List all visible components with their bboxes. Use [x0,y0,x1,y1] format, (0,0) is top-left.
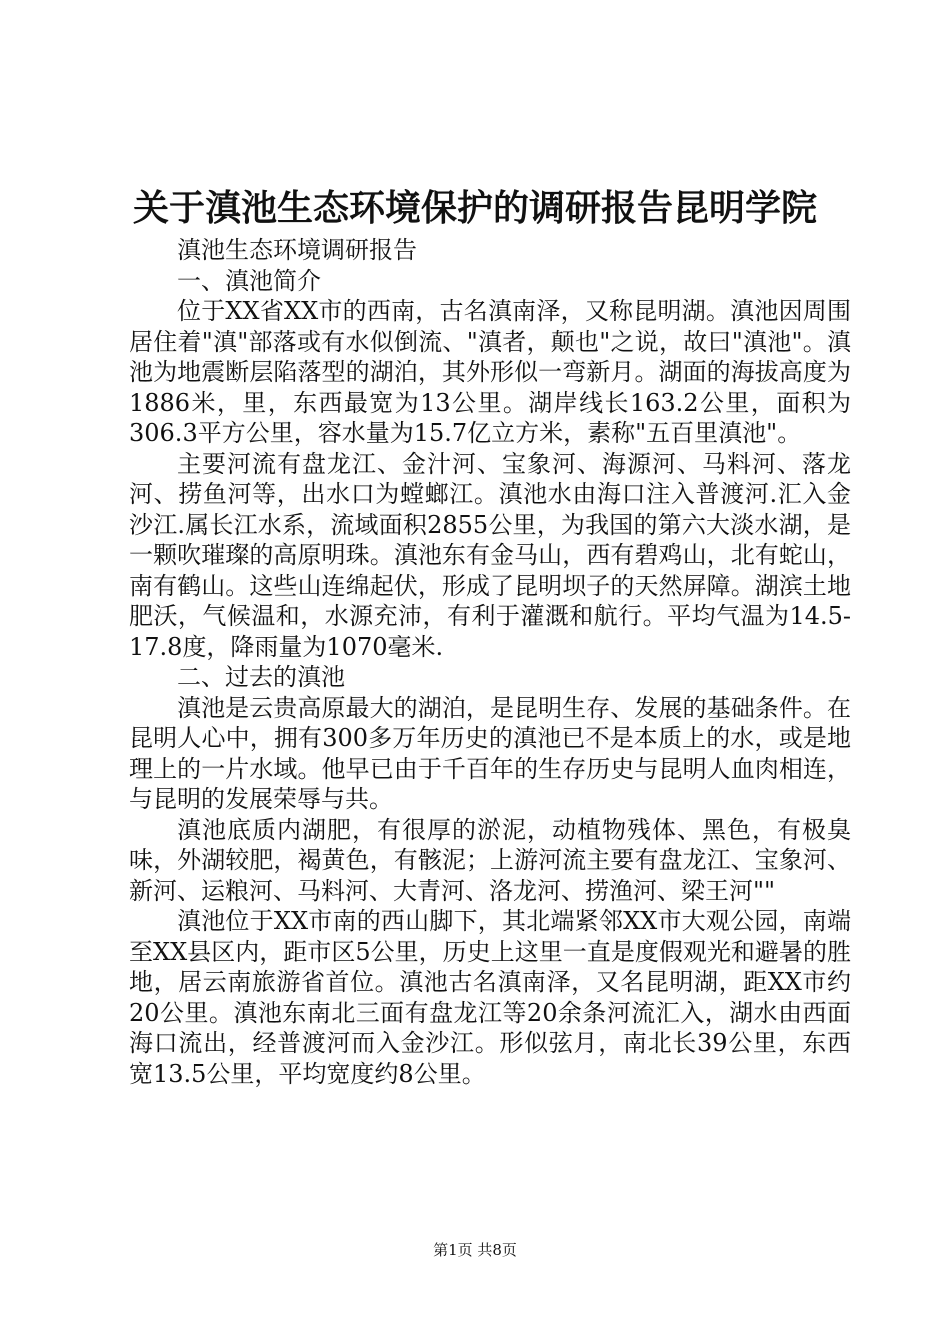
document-body [129,235,851,1089]
document-title: 关于滇池生态环境保护的调研报告昆明学院 [132,187,817,229]
paragraph-rivers: 主要河流有盘龙江、金汁河、宝象河、海源河、马料河、落龙河、捞鱼河等，出水口为螳螂江。滇池水由海口注入普渡河.汇入金沙江.属长江水系，流域面积2855公里，为我国的第六大淡水湖，是一颗吹璀璨的高原明珠。滇池东有金马山，西有碧鸡山，北有蛇山，南有鹤山。这些山连绵起伏，形成了昆明坝子的天然屏障。湖滨土地肥沃，气候温和，水源充沛，有利于灌溉和航行。平均气温为14.5-17.8度，降雨量为1070毫米. [129,449,851,661]
paragraph-sediment: 滇池底质内湖肥，有很厚的淤泥，动植物残体、黑色，有极臭味，外湖较肥，褐黄色，有骸泥；上游河流主要有盘龙江、宝象河、新河、运粮河、马料河、大青河、洛龙河、捞渔河、梁王河"" [129,815,851,905]
section-heading-intro: 一、滇池简介 [177,266,321,295]
section-heading-past: 二、过去的滇池 [177,663,345,691]
paragraph-location: 滇池位于XX市南的西山脚下，其北端紧邻XX市大观公园，南端至XX县区内，距市区5公里，历史上这里一直是度假观光和避暑的胜地，居云南旅游省首位。滇池古名滇南泽，又名昆明湖，距XX市约20公里。滇池东南北三面有盘龙江等20余条河流汇入，湖水由西面海口流出，经普渡河而入金沙江。形似弦月，南北长39公里，东西宽13.5公里，平均宽度约8公里。 [129,907,851,1088]
paragraph-intro: 位于XX省XX市的西南，古名滇南泽，又称昆明湖。滇池因周围居住着"滇"部落或有水似倒流、"滇者，颠也"之说，故曰"滇池"。滇池为地震断层陷落型的湖泊，其外形似一弯新月。湖面的海拔高度为1886米，里，东西最宽为13公里。湖岸线长163.2公里，面积为306.3平方公里，容水量为15.7亿立方米，素称"五百里滇池"。 [129,297,851,447]
paragraph-past: 滇池是云贵高原最大的湖泊，是昆明生存、发展的基础条件。在昆明人心中，拥有300多万年历史的滇池已不是本质上的水，或是地理上的一片水域。他早已由于千百年的生存历史与昆明人血肉相连，与昆明的发展荣辱与共。 [129,693,851,813]
page-number-footer: 第1页 共8页 [433,1241,517,1259]
report-subtitle: 滇池生态环境调研报告 [177,236,417,264]
